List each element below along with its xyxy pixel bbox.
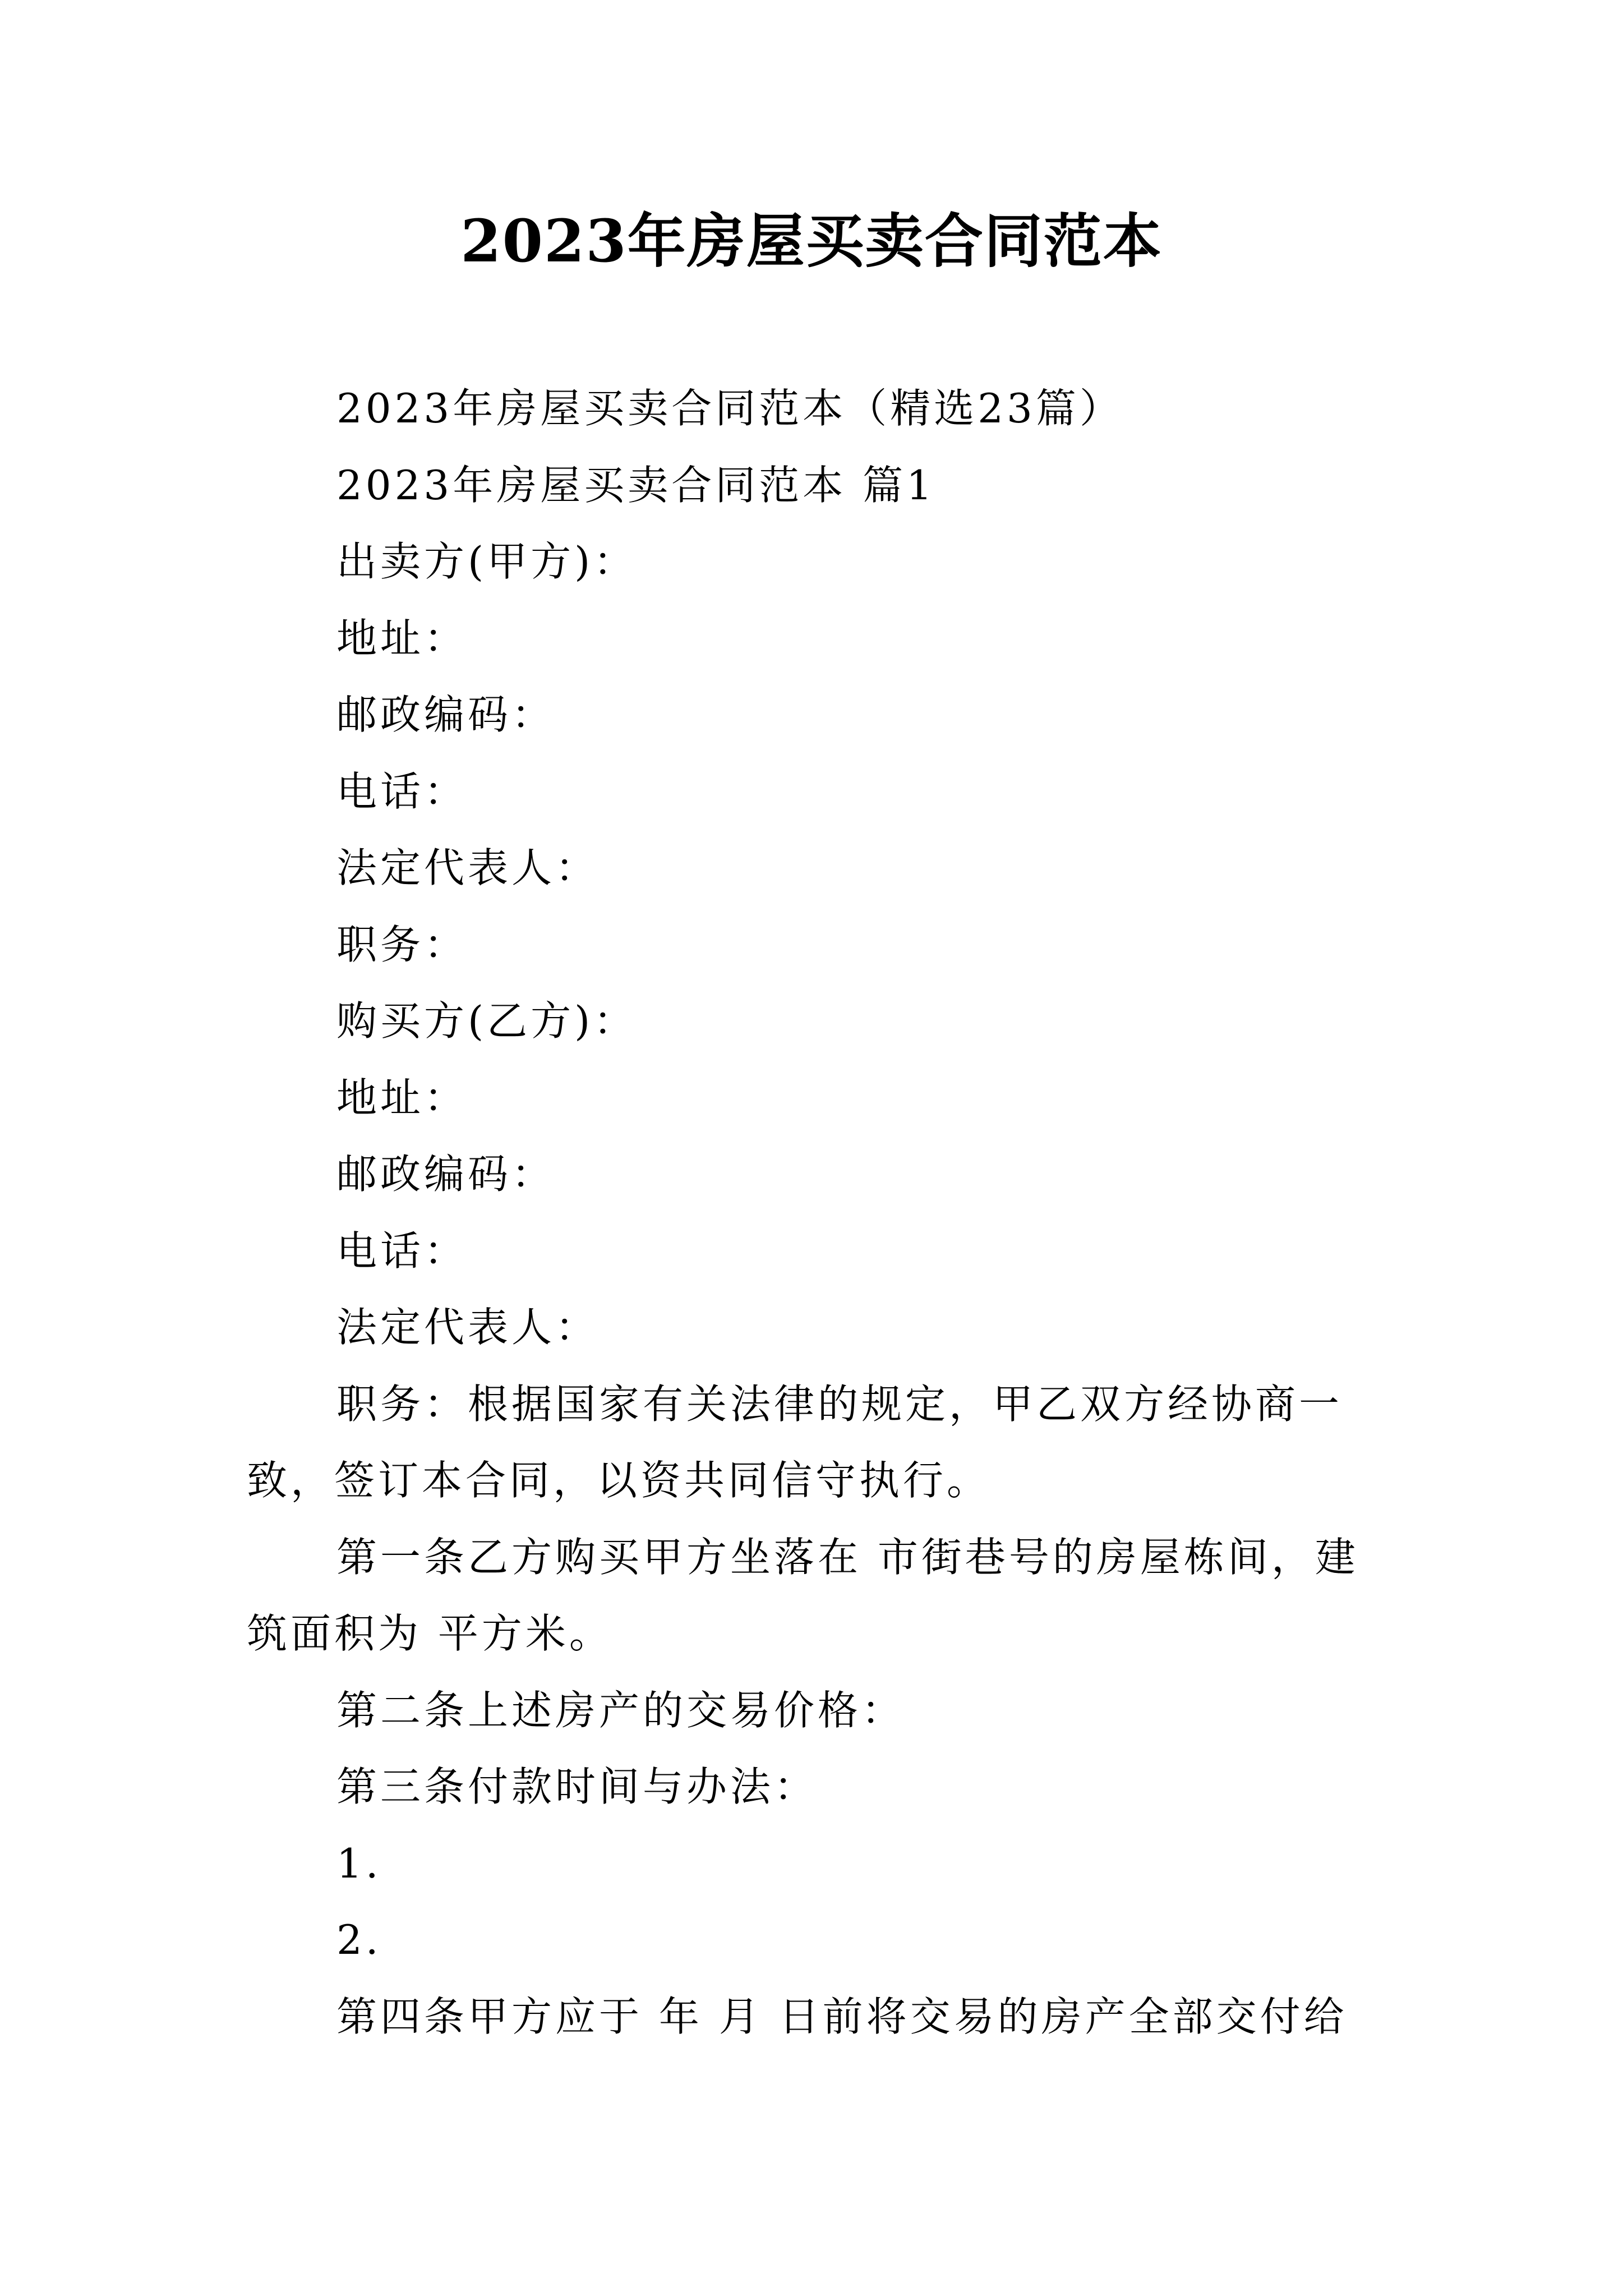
paragraph-seller: 出卖方(甲方)： [336,538,638,585]
paragraph-seller-legal-rep: 法定代表人： [336,844,600,891]
paragraph-buyer-postcode: 邮政编码： [336,1151,556,1198]
paragraph-seller-postcode: 邮政编码： [336,691,556,738]
paragraph-buyer-legal-rep: 法定代表人： [336,1304,600,1351]
paragraph-buyer-address: 地址： [336,1074,468,1121]
paragraph-buyer-phone: 电话： [336,1227,468,1274]
paragraph-article-4: 第四条甲方应于 年 月 日前将交易的房产全部交付给 [336,1993,1348,2040]
paragraph-subtitle: 2023年房屋买卖合同范本（精选23篇） [336,385,1123,432]
paragraph-seller-position: 职务： [336,921,468,968]
paragraph-article-3: 第三条付款时间与办法： [336,1763,818,1810]
paragraph-item-1: 1. [336,1839,382,1887]
paragraph-article-1: 第一条乙方购买甲方坐落在 市街巷号的房屋栋间，建筑面积为 平方米。 [247,1533,1359,1657]
paragraph-seller-address: 地址： [336,614,468,662]
paragraph-seller-phone: 电话： [336,767,468,815]
document-title: 2023年房屋买卖合同范本 [460,206,1163,275]
paragraph-section-heading: 2023年房屋买卖合同范本 篇1 [336,461,935,509]
document-body [247,370,1391,2055]
paragraph-buyer-position-preamble: 职务：根据国家有关法律的规定，甲乙双方经协商一致，签订本合同，以资共同信守执行。 [247,1380,1343,1504]
paragraph-buyer: 购买方(乙方)： [336,997,638,1045]
paragraph-article-2: 第二条上述房产的交易价格： [336,1686,906,1734]
paragraph-item-2: 2. [336,1916,382,1963]
